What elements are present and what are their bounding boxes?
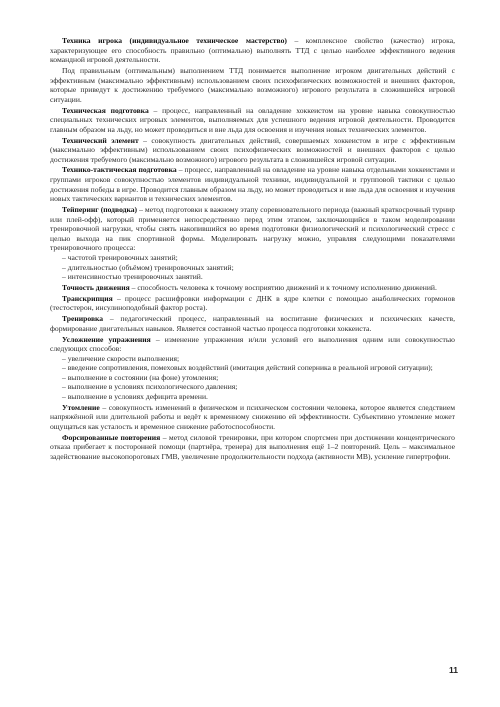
glossary-term: Утомление bbox=[62, 402, 100, 412]
glossary-entry bbox=[50, 433, 455, 462]
glossary-definition: – процесс, направленный на овладение на уровне навыка отдельными хоккеистами и группами игроков совокупностью элементов индивидуальной техники, индивидуальной и групповой тактики с целью достижения победы в игре. Проводится главным образом на льду, но может проводиться и вне льда для освоения и изучения новых тактических вариантов и технических элементов. bbox=[50, 165, 455, 204]
glossary-term: Точность движения bbox=[62, 282, 130, 292]
glossary-term: Форсированные повторения bbox=[62, 432, 161, 442]
list-item: – введение сопротивления, помеховых воздействий (имитация действий соперника в реальной игровой ситуации); bbox=[62, 363, 433, 373]
glossary-entry bbox=[50, 36, 455, 65]
glossary-entry bbox=[50, 165, 455, 203]
glossary-definition: – метод силовой тренировки, при котором спортсмен при достижении концентрического отказа прибегает к посторонней помощи (партнёра, тренера) для выполнения ещё 1–2 повторений. Цель – максимальное задействование высокопороговых ГМВ, увеличение продолжительности подхода (активности МВ), усиление гипертрофии. bbox=[50, 432, 455, 461]
glossary-definition: – совокупность двигательных действий, совершаемых хоккеистом в игре с эффективным (максимально эффективным) использованием своих психофизических возможностей и внешних факторов с целью достижения требуемого (максимально возможного) игрового результата в сложившейся игровой ситуации. bbox=[50, 135, 455, 164]
list-item: – выполнение в условиях дефицита времени. bbox=[62, 392, 208, 402]
list-item: – выполнение в условиях психологического давления; bbox=[62, 382, 238, 392]
glossary-term: Технико-тактическая подготовка bbox=[62, 165, 177, 175]
glossary-term: Усложнение упражнения bbox=[62, 334, 151, 344]
glossary-term: Техническая подготовка bbox=[62, 105, 149, 115]
list-item: – интенсивностью тренировочных занятий. bbox=[62, 272, 203, 282]
list-item: – выполнение в состоянии (на фоне) утомления; bbox=[62, 372, 219, 382]
glossary-entry bbox=[50, 294, 455, 313]
glossary-term: Тренировка bbox=[62, 314, 104, 324]
glossary-term: Транскрипция bbox=[62, 293, 113, 303]
glossary-term: Тейперинг (подводка) bbox=[62, 205, 138, 215]
list-item: – частотой тренировочных занятий; bbox=[62, 253, 178, 262]
glossary-entry bbox=[50, 205, 455, 253]
glossary-entry bbox=[50, 335, 455, 354]
glossary-definition: – совокупность изменений в физическом и психическом состоянии человека, которое является следствием напряжённой или длительной работы и ведёт к временному снижению ей эффективности. Субъективно утомление может ощущаться как усталость и временное снижение работоспособности. bbox=[50, 402, 455, 432]
glossary-definition: Под правильным (оптимальным) выполнением ТТД понимается выполнение игроком двигательных действий с эффективным (максимально эффективным) использованием своих психофизических возможностей и внешних факторов, которые приведут к достижению требуемого (максимально возможного) игрового результата в сложившейся игровой ситуации. bbox=[50, 65, 455, 104]
glossary-definition: – способность человека к точному восприятию движений и к точному исполнению движений. bbox=[129, 282, 437, 292]
glossary-definition: – комплексное свойство (качество) игрока, характеризующее его способность правильно (оптимально) выполнять ТТД с целью наиболее эффективного ведения командной игровой деятельности. bbox=[50, 36, 455, 65]
glossary-term: Техника игрока (индивидуальное техническое мастерство) bbox=[62, 36, 287, 45]
glossary-entry bbox=[50, 314, 455, 333]
page-number: 11 bbox=[449, 665, 458, 675]
glossary-entry bbox=[50, 403, 455, 432]
glossary-definition: – процесс, направленный на овладение хоккеистом на уровне навыка совокупностью специальных технических игровых элементов, выполняемых для успешного ведения игровой деятельности. Проводится главным образом на льду, но может проводиться и вне льда для освоения и изучения новых технических элементов. bbox=[50, 105, 455, 134]
glossary-definition: – метод подготовки к важному этапу соревновательного периода (важный краткосрочный турнир или плей-офф), который применяется непосредственно перед этим этапом, заключающийся в таком моделировании тренировочной нагрузки, чтобы снять накопившийся во время подготовки физиологический и психологический стресс с целью выхода на пик спортивной формы. Моделировать нагрузку можно, управляя следующими показателями тренировочного процесса: bbox=[50, 205, 456, 253]
page-text bbox=[50, 36, 455, 462]
list-item: – увеличение скорости выполнения; bbox=[62, 353, 180, 363]
glossary-entry bbox=[50, 66, 455, 104]
glossary-entry bbox=[50, 136, 455, 165]
list-item: – длительностью (объёмом) тренировочных занятий; bbox=[62, 262, 234, 272]
glossary-definition: – процесс расшифровки информации с ДНК в ядре клетки с помощью анаболических гормонов (тестостерон, инсулиноподобный фактор роста). bbox=[50, 293, 455, 313]
glossary-entry bbox=[50, 106, 455, 135]
glossary-entry bbox=[50, 283, 455, 293]
glossary-definition: – изменение упражнения и/или условий его выполнения одним или совокупностью следующих способов: bbox=[50, 334, 455, 354]
glossary-definition: – педагогический процесс, направленный на воспитание физических и психических качеств, формирование двигательных навыков. Является составной частью процесса подготовки хоккеиста. bbox=[50, 314, 455, 333]
glossary-term: Технический элемент bbox=[62, 135, 139, 145]
